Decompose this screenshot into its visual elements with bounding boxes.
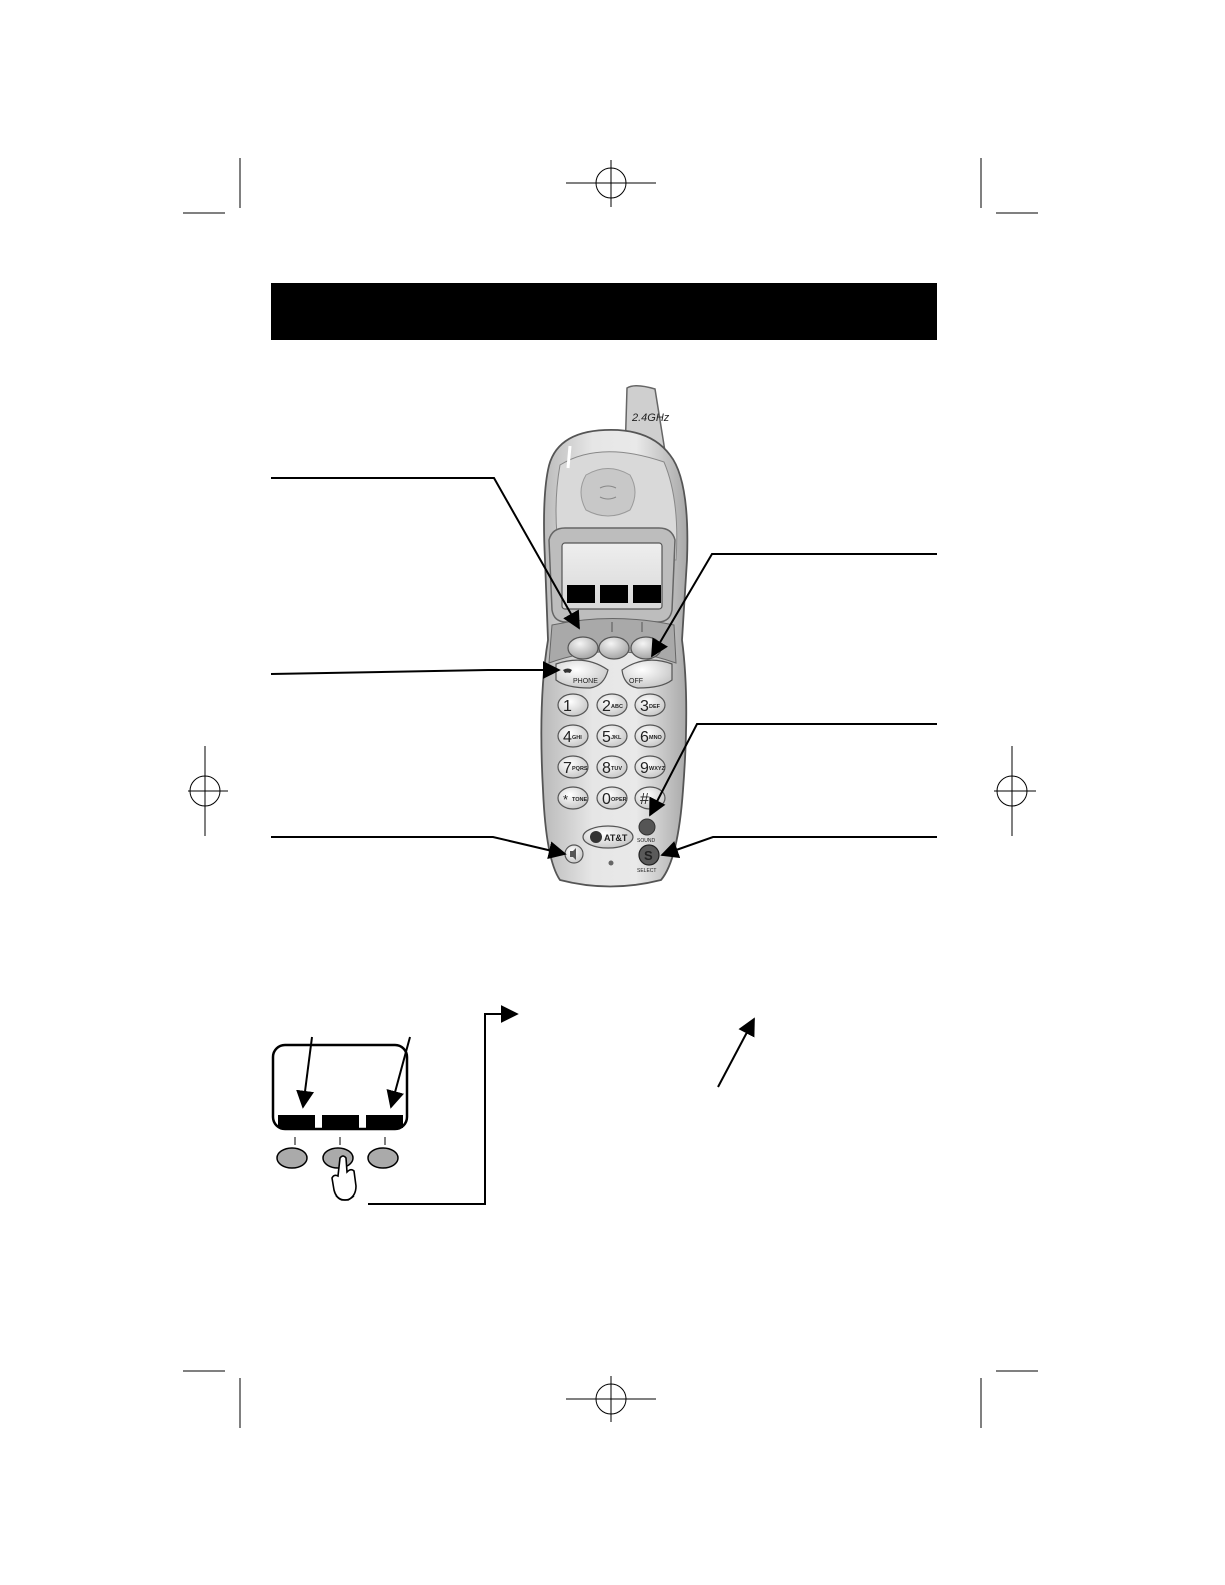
lcd-detail-diagram — [273, 1014, 754, 1204]
keypad-key-3 — [635, 694, 665, 716]
key-letters: GHI — [572, 735, 582, 741]
att-logo: AT&T — [604, 833, 628, 843]
key-digit: 1 — [563, 698, 572, 715]
key-digit: 8 — [602, 760, 611, 777]
key-digit: 2 — [602, 698, 611, 715]
keypad-key-7 — [558, 756, 588, 778]
keypad-key-6 — [635, 725, 665, 747]
handset-illustration — [541, 386, 687, 887]
callout-softkeys — [271, 478, 579, 628]
key-digit: 6 — [640, 729, 649, 746]
key-digit: 0 — [602, 791, 611, 808]
softkey-middle — [599, 637, 629, 659]
svg-text:SOUND: SOUND — [637, 838, 656, 844]
key-letters: ABC — [611, 704, 623, 710]
callout-redial — [650, 724, 937, 815]
keypad-key-2 — [597, 694, 627, 716]
key-digit: 9 — [640, 760, 649, 777]
keypad-key-8 — [597, 756, 627, 778]
antenna-label: 2.4GHz — [632, 412, 670, 424]
section-header-bar — [271, 283, 937, 340]
svg-text:PHONE: PHONE — [573, 678, 598, 685]
callout-off — [652, 554, 937, 656]
key-letters: DEF — [649, 704, 660, 710]
keypad-key-1 — [558, 694, 588, 716]
keypad-key-0 — [597, 787, 627, 809]
key-letters: TUV — [611, 766, 622, 772]
key-digit: # — [640, 791, 649, 808]
lcd-detail-softkey-middle — [323, 1148, 353, 1168]
key-letters: TONE — [572, 797, 588, 803]
keypad-key-9 — [635, 756, 666, 778]
key-digit: 3 — [640, 698, 649, 715]
key-letters: WXYZ — [649, 766, 665, 772]
key-digit: 7 — [563, 760, 572, 777]
callout-diagonal — [718, 1019, 754, 1087]
softkey-label-3 — [633, 585, 661, 603]
registration-mark-right — [994, 746, 1036, 836]
registration-mark-left — [188, 746, 228, 836]
callout-speaker — [271, 837, 565, 854]
lcd-detail-label-1 — [278, 1115, 315, 1128]
key-letters: OPER — [611, 797, 627, 803]
lcd-detail-label-3 — [366, 1115, 403, 1128]
key-digit: 4 — [563, 729, 572, 746]
key-letters: JKL — [611, 735, 622, 741]
lcd-detail-softkey-right — [368, 1148, 398, 1168]
softkey-label-1 — [567, 585, 595, 603]
key-digit: 5 — [602, 729, 611, 746]
earpiece-icon — [581, 469, 635, 517]
lcd-detail-label-2 — [322, 1115, 359, 1128]
keypad-key-4 — [558, 725, 588, 747]
softkey-left — [568, 637, 598, 659]
registration-mark-bottom — [566, 1376, 656, 1422]
keypad-key-star — [558, 787, 588, 809]
lcd-detail-softkey-left — [277, 1148, 307, 1168]
svg-text:OFF: OFF — [629, 678, 643, 685]
callout-sound-select — [662, 837, 937, 855]
callout-phone — [271, 670, 559, 674]
keypad-key-pound — [635, 787, 665, 809]
key-letters: PQRS — [572, 766, 588, 772]
key-digit: * — [563, 792, 569, 807]
registration-mark-top — [566, 160, 656, 207]
softkey-label-2 — [600, 585, 628, 603]
svg-text:SELECT: SELECT — [637, 868, 657, 874]
keypad-key-5 — [597, 725, 627, 747]
redial-button — [639, 819, 655, 835]
svg-text:S: S — [644, 848, 653, 863]
key-letters: MNO — [649, 735, 662, 741]
